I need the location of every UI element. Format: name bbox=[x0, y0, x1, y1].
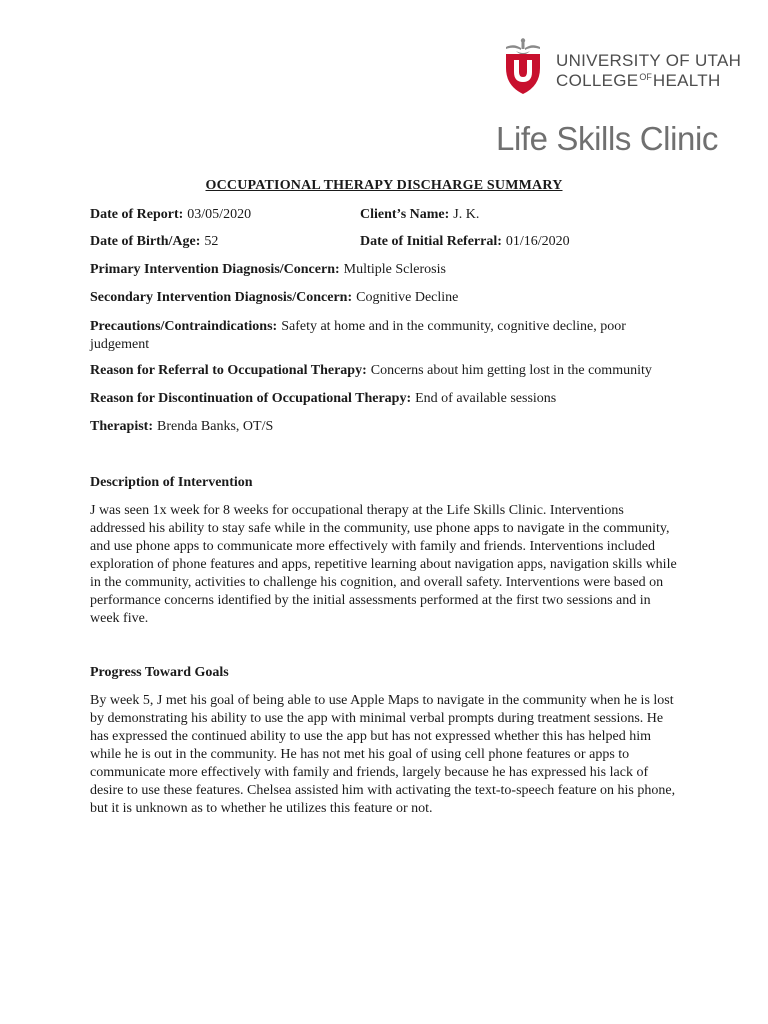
date-of-initial-referral bbox=[360, 234, 570, 250]
progress-heading: Progress Toward Goals bbox=[90, 665, 229, 680]
document-title: OCCUPATIONAL THERAPY DISCHARGE SUMMARY bbox=[205, 178, 563, 193]
secondary-diagnosis-label: Secondary Intervention Diagnosis/Concern: bbox=[90, 290, 353, 305]
reason-referral-value: Concerns about him getting lost in the community bbox=[370, 363, 652, 378]
primary-diagnosis-label: Primary Intervention Diagnosis/Concern: bbox=[90, 262, 340, 277]
primary-diagnosis bbox=[90, 262, 446, 278]
college-of: OF bbox=[639, 72, 652, 82]
therapist bbox=[90, 419, 273, 435]
college-name bbox=[556, 71, 721, 91]
clients-name-label: Client’s Name: bbox=[360, 207, 450, 222]
dob-age-value: 52 bbox=[204, 234, 219, 249]
initial-referral-label: Date of Initial Referral: bbox=[360, 234, 502, 249]
college-word: COLLEGE bbox=[556, 71, 639, 90]
college-health: HEALTH bbox=[652, 71, 721, 90]
precautions-value: Safety at home and in the community, cognitive decline, poor judgement bbox=[90, 319, 626, 352]
university-logo bbox=[500, 38, 742, 98]
clients-name-value: J. K. bbox=[453, 207, 480, 222]
reason-referral-label: Reason for Referral to Occupational Therapy: bbox=[90, 363, 367, 378]
dob-age-label: Date of Birth/Age: bbox=[90, 234, 201, 249]
date-of-report bbox=[90, 207, 251, 223]
reason-for-discontinuation bbox=[90, 391, 556, 407]
reason-discontinuation-label: Reason for Discontinuation of Occupational Therapy: bbox=[90, 391, 412, 406]
clinic-name: Life Skills Clinic bbox=[496, 120, 719, 157]
initial-referral-value: 01/16/2020 bbox=[505, 234, 570, 249]
reason-discontinuation-value: End of available sessions bbox=[415, 391, 557, 406]
date-of-birth-age bbox=[90, 234, 218, 250]
intervention-heading: Description of Intervention bbox=[90, 475, 253, 490]
progress-body: By week 5, J met his goal of being able to use Apple Maps to navigate in the community when he is lost by demonstrating his ability to use the app with minimal verbal prompts during treatment sessions. He has expressed the continued ability to use the app but has not expressed whether this has helped him while he is out in the community. He has not met his goal of using cell phone features or apps to communicate more effectively with family and friends, largely because he has expressed his lack of desire to use these features. Chelsea assisted him with activating the text-to-speech feature on his phone, but it is unknown as to whether he utilizes this feature or not. bbox=[90, 693, 676, 816]
date-of-report-value: 03/05/2020 bbox=[187, 207, 252, 222]
secondary-diagnosis-value: Cognitive Decline bbox=[356, 290, 459, 305]
clients-name bbox=[360, 207, 479, 223]
secondary-diagnosis bbox=[90, 290, 458, 306]
university-name: UNIVERSITY OF UTAH bbox=[556, 51, 742, 70]
primary-diagnosis-value: Multiple Sclerosis bbox=[343, 262, 446, 277]
precautions-label: Precautions/Contraindications: bbox=[90, 319, 278, 334]
intervention-body: J was seen 1x week for 8 weeks for occupational therapy at the Life Skills Clinic. Interventions addressed his ability to stay safe while in the community, use phone apps to navigate in the community, and use phone apps to communicate more effectively with family and friends. Interventions included exploration of phone features and apps, repetitive learning about navigation apps, navigation skills while in the community, activities to challenge his cognition, and overall safety. Interventions were based on performance concerns identified by the initial assessments performed at the first two sessions and in week five. bbox=[90, 503, 677, 626]
reason-for-referral bbox=[90, 363, 652, 379]
precautions bbox=[90, 318, 650, 354]
therapist-value: Brenda Banks, OT/S bbox=[157, 419, 274, 434]
caduceus-shield-icon bbox=[500, 38, 546, 96]
therapist-label: Therapist: bbox=[90, 419, 153, 434]
date-of-report-label: Date of Report: bbox=[90, 207, 184, 222]
